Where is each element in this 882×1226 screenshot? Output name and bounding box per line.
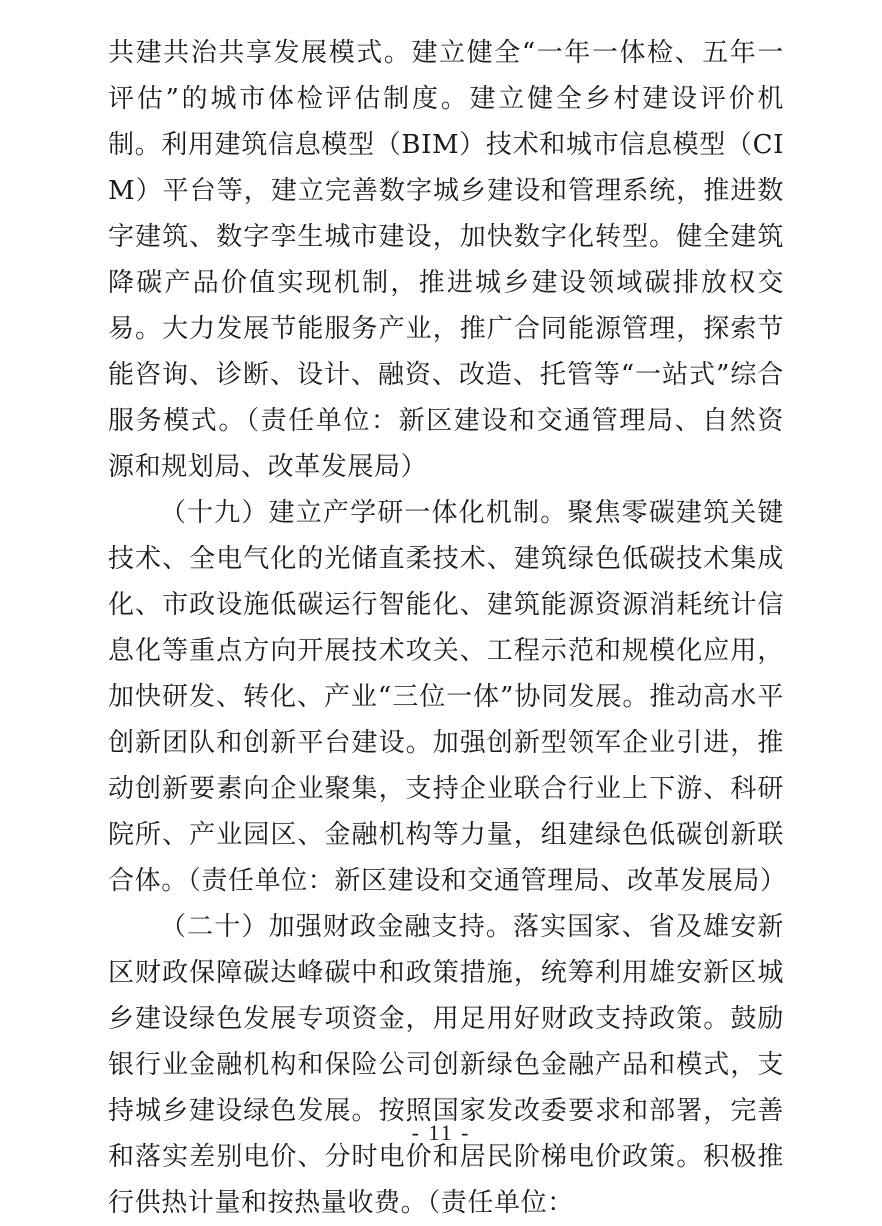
page-number: - 11 -: [411, 1120, 471, 1145]
paragraph-19: （十九）建立产学研一体化机制。聚焦零碳建筑关键技术、全电气化的光储直柔技术、建筑绿色低碳技术集成化、市政设施低碳运行智能化、建筑能源资源消耗统计信息化等重点方向开展技术攻关、工程示范和规模化应用，加快研发、转化、产业“三位一体”协同发展。推动高水平创新团队和创新平台建设。加强创新型领军企业引进，推动创新要素向企业聚集，支持企业联合行业上下游、科研院所、产业园区、金融机构等力量，组建绿色低碳创新联合体。（责任单位：新区建设和交通管理局、改革发展局）: [108, 498, 787, 896]
paragraph-18-continuation: 共建共治共享发展模式。建立健全“一年一体检、五年一评估”的城市体检评估制度。建立健全乡村建设评价机制。利用建筑信息模型（BIM）技术和城市信息模型（CIM）平台等，建立完善数字城乡建设和管理系统，推进数字建筑、数字孪生城市建设，加快数字化转型。健全建筑降碳产品价值实现机制，推进城乡建设领域碳排放权交易。大力发展节能服务产业，推广合同能源管理，探索节能咨询、诊断、设计、融资、改造、托管等“一站式”综合服务模式。（责任单位：新区建设和交通管理局、自然资源和规划局、改革发展局）: [108, 38, 784, 482]
document-body: [108, 30, 787, 1226]
paragraph-20: （二十）加强财政金融支持。落实国家、省及雄安新区财政保障碳达峰碳中和政策措施，统筹利用雄安新区城乡建设绿色发展专项资金，用足用好财政支持政策。鼓励银行业金融机构和保险公司创新绿色金融产品和模式，支持城乡建设绿色发展。按照国家发改委要求和部署，完善和落实差别电价、分时电价和居民阶梯电价政策。积极推行供热计量和按热量收费。（责任单位：: [108, 912, 784, 1218]
